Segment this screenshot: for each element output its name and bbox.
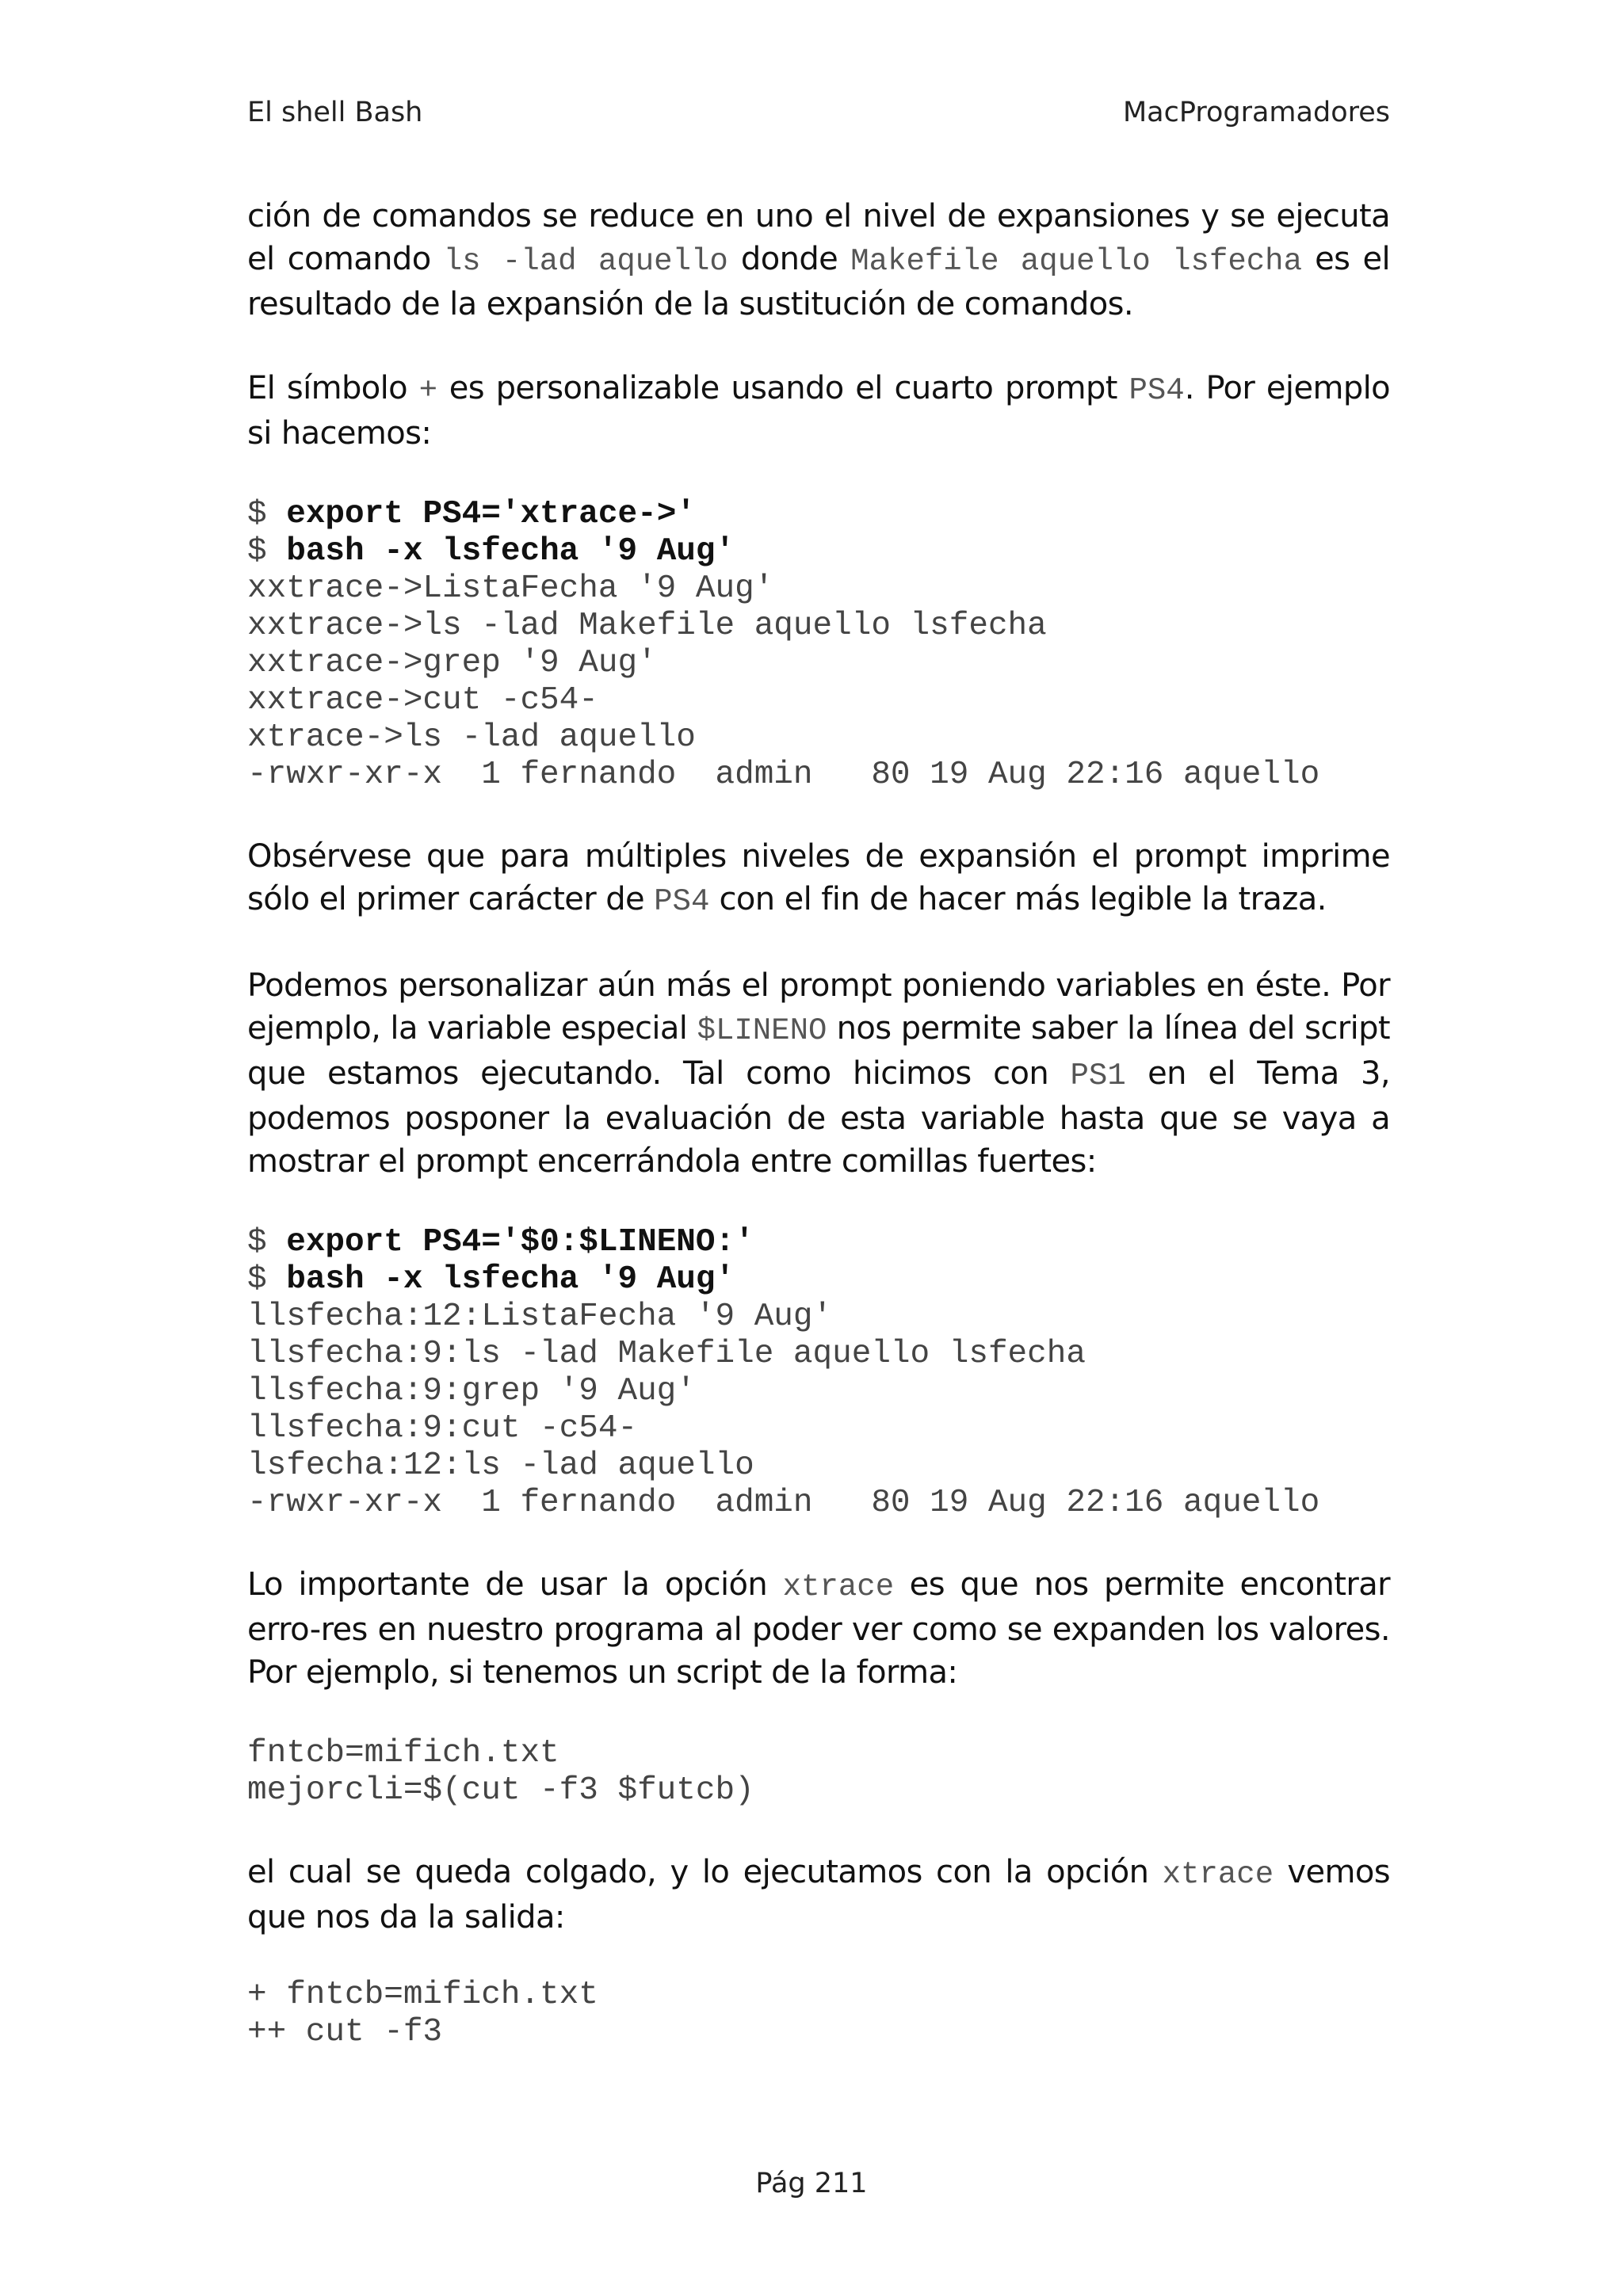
- page-body: [247, 195, 1390, 2051]
- spacer: [247, 326, 1390, 367]
- code-line: -rwxr-xr-x 1 fernando admin 80 19 Aug 22:16 aquello: [247, 757, 1320, 793]
- inline-code: PS4: [654, 884, 710, 919]
- paragraph-text: nos permite saber la línea del script que estamos ejecutando. Tal como hicimos con: [247, 1010, 1390, 1092]
- inline-code: ls -lad aquello: [443, 244, 728, 279]
- code-line: mejorcli=$(cut -f3 $futcb): [247, 1772, 754, 1809]
- code-line: [247, 1224, 1390, 1261]
- code-line: llsfecha:12:ListaFecha '9 Aug': [247, 1299, 833, 1335]
- shell-prompt: $: [247, 496, 287, 532]
- code-line: llsfecha:9:ls -lad Makefile aquello lsfecha: [247, 1336, 1086, 1372]
- paragraph-expansion-levels: [247, 195, 1390, 326]
- inline-code: +: [418, 373, 438, 408]
- code-line: xxtrace->grep '9 Aug': [247, 645, 657, 681]
- paragraph-text: Obsérvese que para múltiples niveles de expansión el prompt imprime sólo el primer carácter de: [247, 838, 1390, 917]
- inline-code: Makefile aquello lsfecha: [850, 244, 1302, 279]
- code-line: llsfecha:9:grep '9 Aug': [247, 1373, 696, 1409]
- code-line: [247, 496, 1390, 533]
- paragraph-text: con el fin de hacer más legible la traza.: [709, 881, 1327, 917]
- code-line: + fntcb=mifich.txt: [247, 1977, 598, 2013]
- spacer: [247, 1939, 1390, 1977]
- shell-command: export PS4='$0:$LINENO:': [286, 1224, 754, 1261]
- spacer: [247, 1183, 1390, 1224]
- code-line: xxtrace->ls -lad Makefile aquello lsfecha: [247, 608, 1047, 644]
- code-line: xtrace->ls -lad aquello: [247, 719, 696, 756]
- spacer: [247, 1522, 1390, 1563]
- paragraph-ps4-prompt: [247, 367, 1390, 455]
- code-line: xxtrace->ListaFecha '9 Aug': [247, 570, 774, 607]
- code-block-lineno: [247, 1224, 1390, 1522]
- paragraph-text: vemos que nos da la salida:: [247, 1854, 1390, 1936]
- paragraph-text: es el resultado de la expansión de la sustitución de comandos.: [247, 241, 1390, 322]
- paragraph-xtrace-errors: [247, 1563, 1390, 1694]
- code-line: [247, 1261, 1390, 1299]
- paragraph-text: en el Tema 3, podemos posponer la evaluación de esta variable hasta que se vaya a mostrar el prompt encerrándola entre comillas fuertes:: [247, 1055, 1391, 1180]
- code-line: xxtrace->cut -c54-: [247, 682, 598, 719]
- inline-code: xtrace: [782, 1569, 895, 1604]
- code-line: llsfecha:9:cut -c54-: [247, 1410, 638, 1447]
- page-number: Pág 211: [755, 2168, 868, 2199]
- paragraph-text: donde: [727, 241, 851, 277]
- inline-code: PS1: [1070, 1058, 1126, 1093]
- shell-prompt: $: [247, 1224, 287, 1261]
- spacer: [247, 1694, 1390, 1735]
- code-line: lsfecha:12:ls -lad aquello: [247, 1447, 754, 1484]
- shell-command: export PS4='xtrace->': [286, 496, 696, 532]
- code-line: fntcb=mifich.txt: [247, 1735, 559, 1772]
- spacer: [247, 1810, 1390, 1851]
- paragraph-text: Podemos personalizar aún más el prompt poniendo variables en éste. Por ejemplo, la variable especial: [247, 967, 1390, 1047]
- code-block-script: [247, 1735, 1390, 1810]
- code-block-trace-output: [247, 1977, 1390, 2051]
- running-header-site: MacProgramadores: [1122, 97, 1390, 128]
- inline-code: PS4: [1128, 373, 1185, 408]
- spacer: [247, 794, 1390, 835]
- inline-code: $LINENO: [697, 1013, 827, 1048]
- paragraph-text: el cual se queda colgado, y lo ejecutamos con la opción: [247, 1854, 1163, 1890]
- paragraph-text: El símbolo: [247, 370, 419, 406]
- paragraph-text: Lo importante de usar la opción: [247, 1566, 783, 1603]
- paragraph-text: es que nos permite encontrar erro-res en nuestro programa al poder ver como se expanden los valores. Por ejemplo, si tenemos un script de la forma:: [247, 1566, 1390, 1691]
- shell-prompt: $: [247, 533, 287, 570]
- paragraph-text: es personalizable usando el cuarto prompt: [437, 370, 1129, 406]
- code-line: -rwxr-xr-x 1 fernando admin 80 19 Aug 22:16 aquello: [247, 1485, 1320, 1521]
- shell-command: bash -x lsfecha '9 Aug': [286, 1261, 735, 1298]
- shell-prompt: $: [247, 1261, 287, 1298]
- code-block-xtrace: [247, 496, 1390, 794]
- running-header-title: El shell Bash: [247, 97, 423, 128]
- paragraph-text: ción de comandos se reduce en uno el nivel de expansiones y se ejecuta el comando: [247, 198, 1390, 277]
- spacer: [247, 455, 1390, 496]
- shell-command: bash -x lsfecha '9 Aug': [286, 533, 735, 570]
- paragraph-hanging-script: [247, 1851, 1390, 1939]
- inline-code: xtrace: [1162, 1857, 1274, 1892]
- paragraph-first-character: [247, 835, 1390, 923]
- code-line: [247, 533, 1390, 570]
- paragraph-text: . Por ejemplo si hacemos:: [247, 370, 1390, 452]
- code-line: ++ cut -f3: [247, 2014, 443, 2050]
- paragraph-lineno: [247, 964, 1390, 1183]
- spacer: [247, 923, 1390, 964]
